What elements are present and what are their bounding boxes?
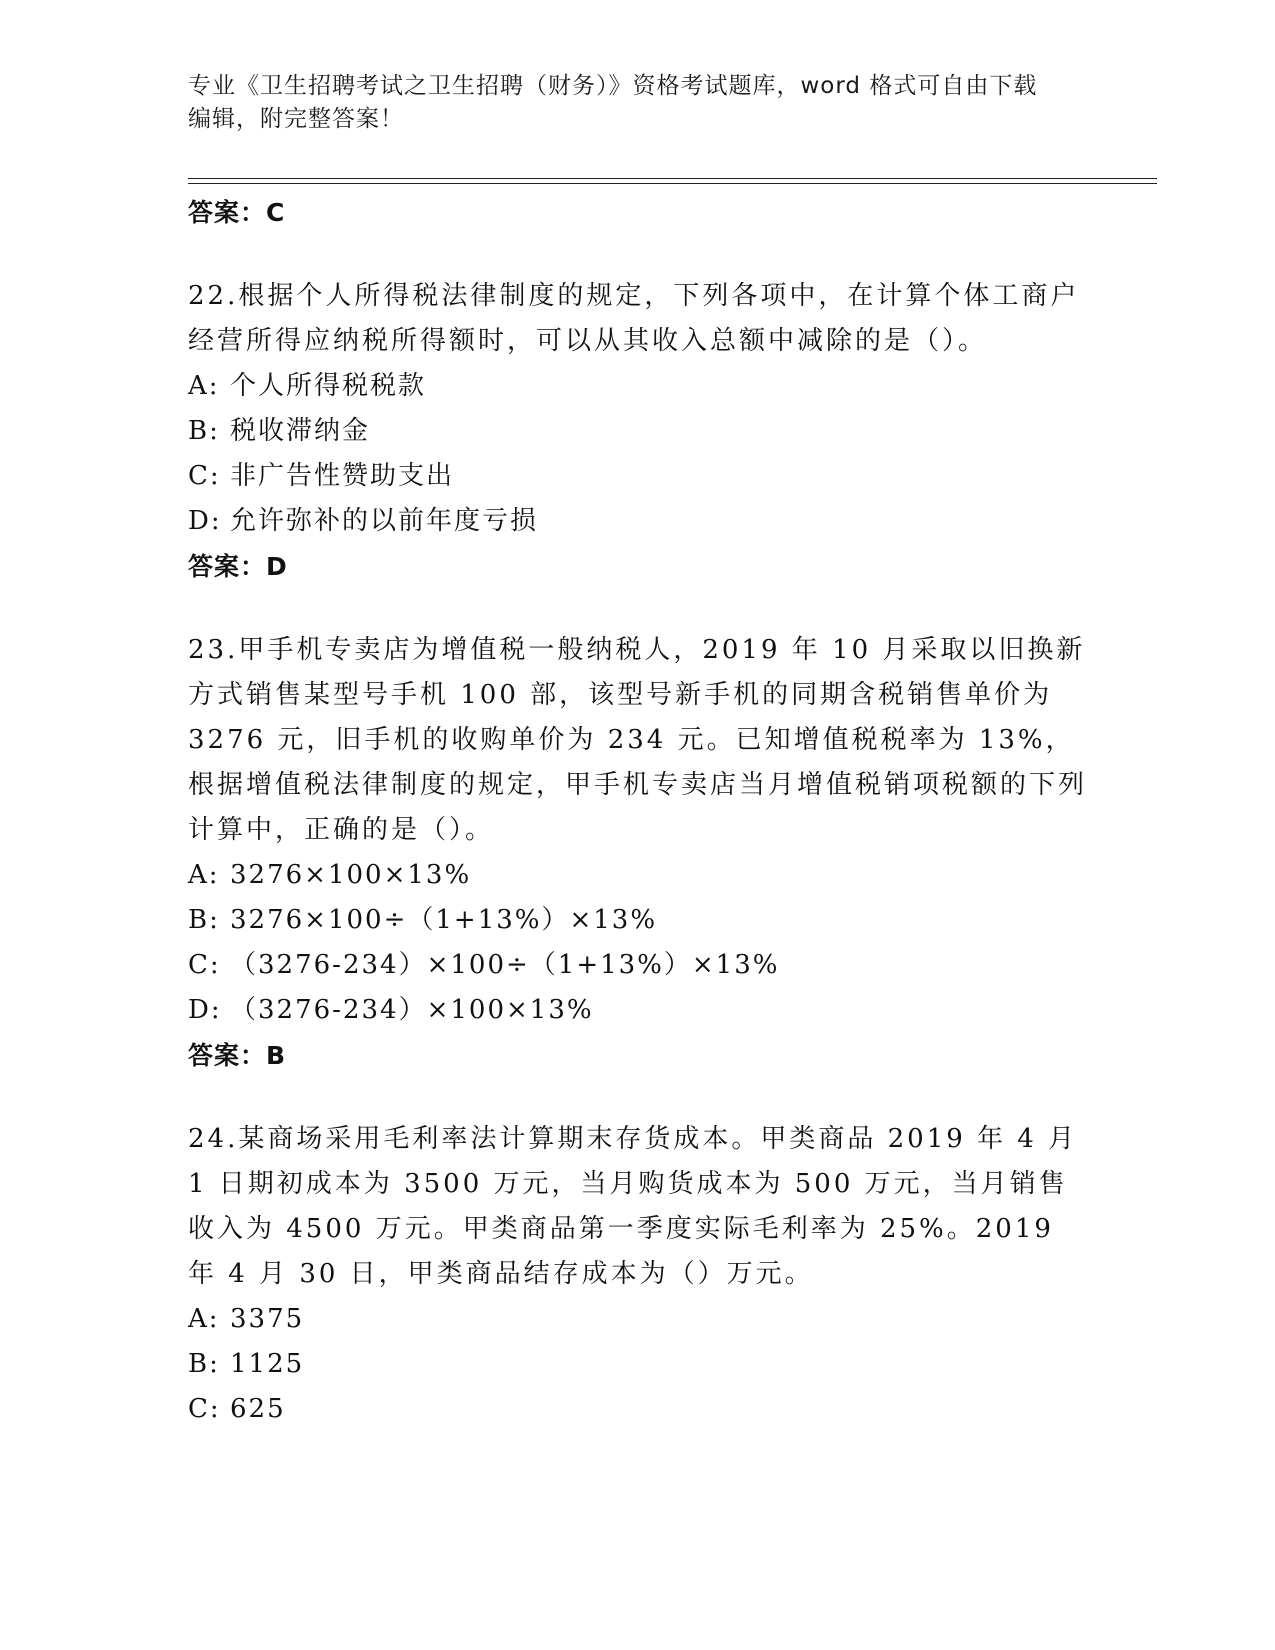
option-a [188,853,1088,898]
option-c [188,1387,1088,1432]
option-text: 非广告性赞助支出 [230,461,455,491]
option-letter: C: [188,950,221,980]
header-line-2: 编辑，附完整答案！ [188,106,404,132]
option-text: 3276×100÷（1+13%）×13% [230,905,658,935]
option-b [188,409,1088,454]
option-letter: A: [188,1304,220,1334]
header-divider-bottom [188,183,1157,184]
page-header [188,70,1088,136]
option-a [188,364,1088,409]
question-22 [188,274,1088,590]
option-text: 3375 [230,1304,305,1334]
option-letter: B: [188,905,220,935]
option-text: 625 [230,1394,286,1424]
option-b [188,898,1088,943]
option-letter: B: [188,1349,220,1379]
option-c [188,943,1088,988]
option-text: 允许弥补的以前年度亏损 [230,506,539,536]
question-list [188,190,1088,1432]
option-letter: A: [188,860,220,890]
option-letter: B: [188,416,220,446]
question-text: 24.某商场采用毛利率法计算期末存货成本。甲类商品 2019 年 4 月 1 日期初成本为 3500 万元，当月购货成本为 500 万元，当月销售收入为 4500 万元。甲类商品第一季度实际毛利率为 25%。2019 年 4 月 30 日，甲类商品结存成本为（）万元。 [188,1124,1078,1289]
option-letter: C: [188,461,221,491]
answer-23: 答案：B [188,1041,287,1070]
option-text: 1125 [230,1349,305,1379]
option-text: （3276-234）×100×13% [230,995,594,1025]
option-letter: D: [188,506,222,536]
option-letter: C: [188,1394,221,1424]
option-letter: D: [188,995,222,1025]
option-text: 个人所得税税款 [230,371,427,401]
option-text: （3276-234）×100÷（1+13%）×13% [230,950,780,980]
option-d [188,988,1088,1033]
question-23 [188,628,1088,1079]
option-a [188,1297,1088,1342]
option-letter: A: [188,371,220,401]
answer-22: 答案：D [188,552,288,581]
option-text: 3276×100×13% [230,860,472,890]
option-text: 税收滞纳金 [230,416,371,446]
question-text: 23.甲手机专卖店为增值税一般纳税人，2019 年 10 月采取以旧换新方式销售某型号手机 100 部，该型号新手机的同期含税销售单价为 3276 元，旧手机的收购单价为 234 元。已知增值税税率为 13%，根据增值税法律制度的规定，甲手机专卖店当月增值税销项税额的下列计算中，正确的是（）。 [188,635,1088,845]
question-24 [188,1117,1088,1432]
option-c [188,454,1088,499]
answer-21: 答案：C [188,198,286,227]
option-d [188,499,1088,544]
header-divider-top [188,178,1157,179]
header-line-1: 专业《卫生招聘考试之卫生招聘（财务）》资格考试题库，word 格式可自由下载 [188,73,1038,99]
option-b [188,1342,1088,1387]
question-text: 22.根据个人所得税法律制度的规定，下列各项中，在计算个体工商户经营所得应纳税所得额时，可以从其收入总额中减除的是（）。 [188,281,1080,356]
